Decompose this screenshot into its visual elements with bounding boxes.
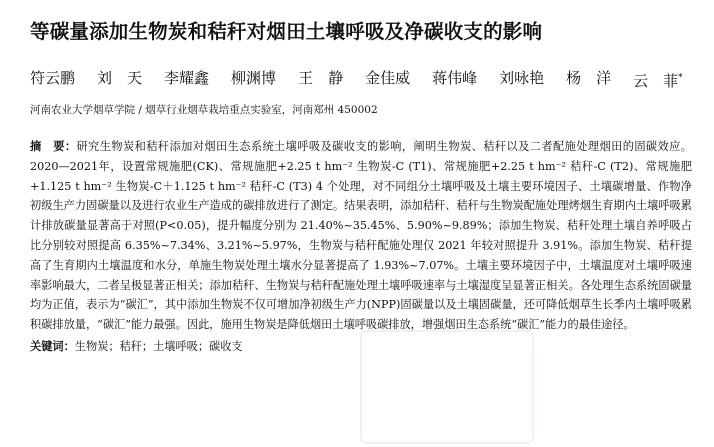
abstract-text: 研究生物炭和秸秆添加对烟田生态系统土壤呼吸及碳收支的影响，阐明生物炭、秸秆以及二者配施处理烟田的固碳效应。2020—2021年，设置常规施肥(CK)、常规施肥+2.25 t hm⁻² 生物炭-C (T1)、常规施肥+2.25 t hm⁻² 秸秆-C (T2)、常规施肥+1.125 t hm⁻² 生物炭-C＋1.125 t hm⁻² 秸秆-C (T3) 4 个处理，对不同组分土壤呼吸及土壤主要环境因子、土壤碳增量、作物净初级生产力固碳量以及进行农业生产造成的碳排放进行了测定。结果表明，添加秸秆、秸秆与生物炭配施处理烤烟生育期内土壤呼吸累计排放碳量显著高于对照(P<0.05)，提升幅度分别为 21.40%~35.45%、5.90%~9.89%；添加生物炭、秸秆处理土壤自养呼吸占比分别较对照提高 6.35%~7.34%、3.21%~5.97%，生物炭与秸秆配施处理仅 2021 年较对照提升 3.91%。添加生物炭、秸秆提高了生育期内土壤温度和水分，单施生物炭处理土壤水分显著提高了 1.93%~7.07%。土壤主要环境因子中，土壤温度对土壤呼吸速率影响最大，二者呈极显著正相关；添加秸秆、生物炭与秸秆配施处理土壤呼吸速率与土壤湿度呈显著正相关。各处理生态系统固碳量均为正值，表示为“碳汇”，其中添加生物炭不仅可增加净初级生产力(NPP)固碳量以及土壤固碳量，还可降低烟草生长季内土壤呼吸累积碳排放量，“碳汇”能力最强。因此，施用生物炭是降低烟田土壤呼吸碳排放，增强烟田生态系统“碳汇”能力的最佳途径。 bbox=[30, 140, 692, 332]
abstract-label: 摘 要： bbox=[30, 140, 77, 153]
author-name: 刘 天 bbox=[97, 69, 143, 87]
keywords-label: 关键词： bbox=[30, 339, 75, 353]
abstract-paragraph bbox=[30, 137, 692, 335]
author-name: 李耀鑫 bbox=[164, 69, 210, 87]
author-list bbox=[30, 66, 692, 93]
author-name: 杨 洋 bbox=[566, 69, 612, 87]
keywords-line bbox=[30, 337, 692, 356]
author-affiliation: 河南农业大学烟草学院 / 烟草行业烟草栽培重点实验室，河南郑州 450002 bbox=[30, 104, 378, 116]
author-name: 柳渊博 bbox=[231, 69, 277, 87]
author-name: 云 菲 bbox=[633, 72, 679, 90]
author-name-corresponding bbox=[633, 66, 683, 93]
author-name: 刘咏艳 bbox=[499, 69, 545, 87]
paper-title: 等碳量添加生物炭和秸秆对烟田土壤呼吸及净碳收支的影响 bbox=[30, 20, 543, 43]
author-name: 王 静 bbox=[298, 69, 344, 87]
corresponding-author-mark: * bbox=[678, 73, 683, 83]
keywords-text: 生物炭；秸秆；土壤呼吸；碳收支 bbox=[74, 339, 243, 353]
author-name: 符云鹏 bbox=[30, 69, 76, 87]
author-name: 蒋伟峰 bbox=[432, 69, 478, 87]
author-name: 金佳威 bbox=[365, 69, 411, 87]
